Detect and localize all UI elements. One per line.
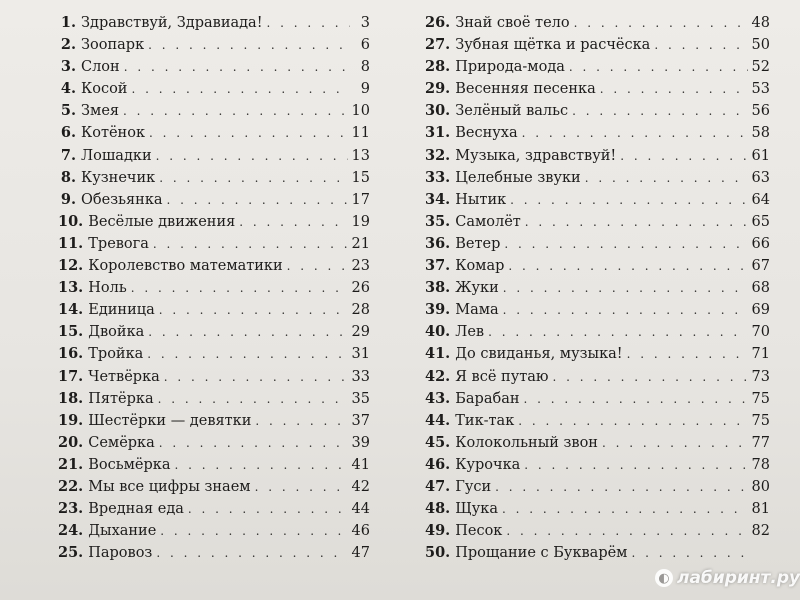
toc-entry: [425, 257, 770, 279]
toc-entry: [425, 345, 770, 367]
toc-entry-number: 33.: [425, 168, 451, 186]
toc-entry-title: До свиданья, музыка!: [455, 346, 623, 363]
dot-leader: [147, 347, 347, 361]
toc-entry-number: 22.: [58, 477, 84, 495]
dot-leader: [164, 370, 348, 384]
toc-entry-page: 6: [360, 37, 370, 54]
toc-entry-page: 67: [751, 258, 770, 275]
dot-leader: [287, 259, 348, 273]
toc-entry-title: Пятёрка: [88, 390, 154, 407]
toc-entry: [425, 58, 770, 80]
toc-entry-title: Четвёрка: [88, 368, 160, 385]
toc-entry-title: Тройка: [88, 346, 144, 363]
toc-entry-title: Весенняя песенка: [455, 81, 596, 98]
toc-entry: [425, 412, 770, 434]
toc-entry-title: Природа-мода: [455, 59, 565, 76]
toc-entry: [58, 257, 370, 279]
toc-entry-number: 1.: [60, 14, 76, 31]
dot-leader: [510, 193, 747, 207]
toc-entry: [425, 456, 770, 478]
dot-leader: [574, 16, 748, 30]
toc-entry-title: Целебные звуки: [455, 169, 581, 186]
toc-entry-number: 36.: [425, 234, 451, 252]
toc-entry-page: 10: [351, 103, 370, 120]
toc-entry-number: 47.: [425, 477, 451, 495]
toc-entry: [58, 235, 370, 257]
dot-leader: [508, 259, 747, 273]
toc-entry: [58, 36, 370, 58]
toc-entry-number: 8.: [60, 168, 76, 186]
toc-entry-number: 9.: [60, 190, 76, 208]
dot-leader: [159, 303, 348, 317]
toc-entry-title: Знай своё тело: [455, 15, 570, 31]
toc-entry-page: 21: [351, 235, 370, 252]
toc-entry: [58, 124, 370, 146]
toc-entry-number: 35.: [425, 212, 451, 230]
toc-entry: [58, 213, 370, 235]
toc-entry: [425, 213, 770, 235]
toc-entry-title: Тик-так: [455, 412, 515, 429]
toc-entry-number: 19.: [58, 411, 84, 429]
toc-entry: [425, 279, 770, 301]
toc-entry-page: 11: [351, 125, 370, 142]
dot-leader: [631, 546, 750, 560]
toc-entry-page: 65: [751, 213, 770, 230]
toc-entry-number: 29.: [425, 80, 451, 98]
dot-leader: [167, 193, 348, 207]
toc-entry: [425, 14, 770, 36]
dot-leader: [255, 414, 347, 428]
toc-entry-page: 58: [751, 125, 770, 142]
toc-entry-number: 32.: [425, 146, 451, 164]
dot-leader: [518, 414, 747, 428]
toc-entry: [425, 368, 770, 390]
dot-leader: [124, 60, 350, 74]
watermark: [655, 568, 800, 588]
toc-entry-page: 69: [751, 302, 770, 319]
dot-leader: [524, 392, 748, 406]
toc-entry-title: Прощание с Букварём: [455, 545, 628, 562]
toc-entry-page: 15: [351, 169, 370, 186]
toc-entry-title: Паровоз: [88, 545, 153, 562]
toc-entry-title: Восьмёрка: [88, 456, 171, 473]
dot-leader: [495, 480, 747, 494]
dot-leader: [503, 303, 748, 317]
toc-entry: [58, 390, 370, 412]
toc-entry-number: 48.: [425, 500, 451, 518]
toc-entry-number: 21.: [58, 455, 84, 473]
toc-entry-number: 39.: [425, 301, 451, 319]
toc-entry-number: 42.: [425, 367, 451, 385]
toc-entry-page: 44: [351, 501, 370, 518]
toc-entry: [58, 368, 370, 390]
toc-entry-title: Змея: [81, 103, 120, 120]
toc-entry: [425, 36, 770, 58]
dot-leader: [156, 546, 347, 560]
toc-entry-page: 66: [751, 235, 770, 252]
toc-entry-number: 13.: [58, 279, 84, 297]
toc-entry: [425, 544, 770, 566]
toc-entry-title: Шестёрки — девятки: [88, 412, 252, 429]
toc-entry-page: 17: [351, 191, 370, 208]
labirint-logo-icon: ◐: [655, 569, 673, 587]
dot-leader: [174, 458, 347, 472]
toc-entry-number: 10.: [58, 212, 84, 230]
toc-entry-page: 42: [351, 478, 370, 495]
toc-entry-page: 82: [751, 523, 770, 540]
toc-entry: [425, 102, 770, 124]
toc-entry: [425, 434, 770, 456]
toc-entry-number: 27.: [425, 36, 451, 54]
toc-entry: [425, 235, 770, 257]
toc-entry-title: Котёнок: [81, 125, 146, 142]
toc-entry: [58, 58, 370, 80]
toc-column-right: [425, 14, 770, 566]
toc-entry-title: Барабан: [455, 390, 520, 407]
toc-entry-number: 2.: [60, 36, 76, 54]
toc-entry: [425, 191, 770, 213]
toc-entry-page: 53: [751, 81, 770, 98]
dot-leader: [131, 281, 348, 295]
toc-entry-page: 61: [751, 147, 770, 164]
toc-entry-page: 8: [360, 59, 370, 76]
toc-entry-number: 4.: [60, 80, 76, 98]
toc-entry-title: Семёрка: [88, 434, 155, 451]
toc-entry-page: 48: [751, 15, 770, 31]
dot-leader: [267, 16, 350, 30]
dot-leader: [503, 281, 748, 295]
toc-entry-title: Зоопарк: [81, 37, 145, 54]
toc-entry-title: Вредная еда: [88, 501, 184, 518]
dot-leader: [148, 325, 347, 339]
toc-entry-number: 43.: [425, 389, 451, 407]
toc-entry-page: 47: [351, 545, 370, 562]
toc-entry: [425, 522, 770, 544]
toc-entry-page: 50: [751, 37, 770, 54]
toc-entry: [58, 323, 370, 345]
toc-entry-number: 45.: [425, 433, 451, 451]
toc-entry: [58, 522, 370, 544]
toc-entry-title: Лев: [455, 324, 485, 341]
toc-entry-number: 44.: [425, 411, 451, 429]
toc-entry-title: Песок: [455, 523, 503, 540]
dot-leader: [620, 149, 747, 163]
toc-entry-page: 81: [751, 501, 770, 518]
toc-entry: [58, 191, 370, 213]
toc-entry-page: 19: [351, 213, 370, 230]
toc-entry-number: 38.: [425, 279, 451, 297]
toc-entry: [58, 102, 370, 124]
dot-leader: [158, 392, 348, 406]
toc-entry-number: 49.: [425, 522, 451, 540]
toc-entry-page: 29: [351, 324, 370, 341]
toc-entry-title: Комар: [455, 258, 505, 275]
dot-leader: [654, 38, 747, 52]
toc-entry-page: 33: [351, 368, 370, 385]
toc-entry-page: 73: [751, 368, 770, 385]
dot-leader: [149, 126, 348, 140]
watermark-text: лабиринт.ру: [677, 568, 800, 588]
toc-entry-page: 70: [751, 324, 770, 341]
dot-leader: [488, 325, 747, 339]
dot-leader: [585, 171, 748, 185]
toc-entry: [58, 456, 370, 478]
toc-entry-number: 14.: [58, 301, 84, 319]
toc-entry-title: Щука: [455, 501, 499, 518]
toc-entry: [58, 14, 370, 36]
toc-entry-number: 46.: [425, 455, 451, 473]
dot-leader: [522, 126, 748, 140]
toc-entry-page: 77: [751, 434, 770, 451]
toc-entry: [425, 124, 770, 146]
dot-leader: [153, 237, 348, 251]
toc-entry-title: Обезьянка: [81, 191, 163, 208]
toc-entry: [425, 478, 770, 500]
toc-entry-title: Нытик: [455, 191, 507, 208]
toc-entry-number: 16.: [58, 345, 84, 363]
toc-entry-number: 26.: [425, 14, 451, 31]
toc-entry-page: 13: [351, 147, 370, 164]
toc-entry-number: 11.: [58, 234, 84, 252]
toc-entry-page: 64: [751, 191, 770, 208]
toc-entry-number: 12.: [58, 257, 84, 275]
toc-entry-title: Мама: [455, 302, 499, 319]
toc-entry-page: 56: [751, 103, 770, 120]
dot-leader: [600, 82, 748, 96]
toc-entry-title: Единица: [88, 302, 155, 319]
toc-entry-page: 68: [751, 280, 770, 297]
toc-entry-title: Колокольный звон: [455, 434, 598, 451]
toc-entry: [58, 147, 370, 169]
toc-entry-title: Музыка, здравствуй!: [455, 147, 617, 164]
dot-leader: [602, 436, 748, 450]
toc-entry-page: 39: [351, 434, 370, 451]
toc-entry: [58, 544, 370, 566]
toc-entry-title: Королевство математики: [88, 258, 283, 275]
toc-entry-title: Веснуха: [455, 125, 518, 142]
toc-entry-number: 50.: [425, 544, 451, 562]
dot-leader: [524, 458, 747, 472]
toc-entry-number: 28.: [425, 58, 451, 76]
toc-entry-title: Дыхание: [88, 523, 157, 540]
dot-leader: [502, 502, 748, 516]
toc-entry-title: Ветер: [455, 235, 501, 252]
toc-entry-title: Двойка: [88, 324, 145, 341]
dot-leader: [156, 149, 348, 163]
toc-entry-page: 28: [351, 302, 370, 319]
toc-entry: [58, 345, 370, 367]
toc-entry-number: 37.: [425, 257, 451, 275]
toc-entry-title: Я всё путаю: [455, 368, 549, 385]
dot-leader: [572, 104, 747, 118]
toc-entry-title: Тревога: [88, 235, 149, 252]
toc-entry-page: 41: [351, 456, 370, 473]
toc-entry-page: 31: [351, 346, 370, 363]
toc-entry-page: 78: [751, 456, 770, 473]
toc-entry: [58, 500, 370, 522]
dot-leader: [239, 215, 347, 229]
toc-entry-number: 40.: [425, 323, 451, 341]
dot-leader: [159, 436, 348, 450]
toc-entry: [425, 80, 770, 102]
toc-entry-number: 3.: [60, 58, 76, 76]
toc-entry-title: Ноль: [88, 280, 127, 297]
toc-entry-title: Жуки: [455, 280, 499, 297]
toc-entry-page: 3: [360, 15, 370, 31]
toc-entry-page: 37: [351, 412, 370, 429]
dot-leader: [569, 60, 748, 74]
toc-entry-page: 52: [751, 59, 770, 76]
toc-entry-number: 24.: [58, 522, 84, 540]
toc-entry: [58, 169, 370, 191]
toc-entry-title: Слон: [81, 59, 120, 76]
toc-entry-page: 23: [351, 258, 370, 275]
toc-entry-page: 46: [351, 523, 370, 540]
toc-entry-number: 5.: [60, 102, 76, 120]
dot-leader: [160, 524, 347, 538]
toc-entry-page: 26: [351, 280, 370, 297]
toc-entry: [58, 279, 370, 301]
toc-entry: [58, 434, 370, 456]
toc-entry-page: 9: [360, 81, 370, 98]
toc-entry-number: 17.: [58, 367, 84, 385]
dot-leader: [255, 480, 348, 494]
dot-leader: [159, 171, 347, 185]
toc-entry: [425, 169, 770, 191]
dot-leader: [627, 347, 748, 361]
toc-entry-title: Курочка: [455, 456, 521, 473]
toc-entry-number: 15.: [58, 323, 84, 341]
toc-entry-number: 41.: [425, 345, 451, 363]
toc-entry-number: 30.: [425, 102, 451, 120]
toc-entry-title: Самолёт: [455, 213, 521, 230]
toc-entry-title: Зубная щётка и расчёска: [455, 37, 651, 54]
toc-entry: [425, 323, 770, 345]
toc-entry: [58, 478, 370, 500]
toc-entry-title: Здравствуй, Здравиада!: [81, 15, 263, 31]
toc-entry-title: Зелёный вальс: [455, 103, 569, 120]
toc-entry-number: 18.: [58, 389, 84, 407]
dot-leader: [553, 370, 748, 384]
dot-leader: [504, 237, 747, 251]
toc-entry: [425, 390, 770, 412]
toc-entry-page: 80: [751, 478, 770, 495]
toc-entry-title: Весёлые движения: [88, 213, 236, 230]
toc-entry-number: 23.: [58, 500, 84, 518]
dot-leader: [131, 82, 350, 96]
dot-leader: [525, 215, 748, 229]
toc-entry-title: Мы все цифры знаем: [88, 478, 251, 495]
toc-entry: [425, 147, 770, 169]
toc-entry: [425, 301, 770, 323]
toc-entry-title: Гуси: [455, 478, 492, 495]
toc-entry-number: 25.: [58, 544, 84, 562]
toc-entry-title: Лошадки: [81, 147, 152, 164]
toc-entry-number: 31.: [425, 124, 451, 142]
toc-entry: [58, 80, 370, 102]
toc-entry-page: 75: [751, 390, 770, 407]
toc-entry-page: 75: [751, 412, 770, 429]
toc-entry: [425, 500, 770, 522]
toc-entry: [58, 412, 370, 434]
dot-leader: [188, 502, 348, 516]
toc-entry-number: 7.: [60, 146, 76, 164]
toc-entry-page: 35: [351, 390, 370, 407]
toc-entry-number: 20.: [58, 433, 84, 451]
toc-entry-number: 34.: [425, 190, 451, 208]
toc-entry-number: 6.: [60, 124, 76, 142]
toc-column-left: [58, 14, 370, 566]
toc-entry-title: Косой: [81, 81, 128, 98]
toc-entry-page: 63: [751, 169, 770, 186]
toc-entry: [58, 301, 370, 323]
dot-leader: [123, 104, 348, 118]
dot-leader: [148, 38, 350, 52]
dot-leader: [506, 524, 747, 538]
toc-entry-page: 71: [751, 346, 770, 363]
toc-entry-title: Кузнечик: [81, 169, 156, 186]
